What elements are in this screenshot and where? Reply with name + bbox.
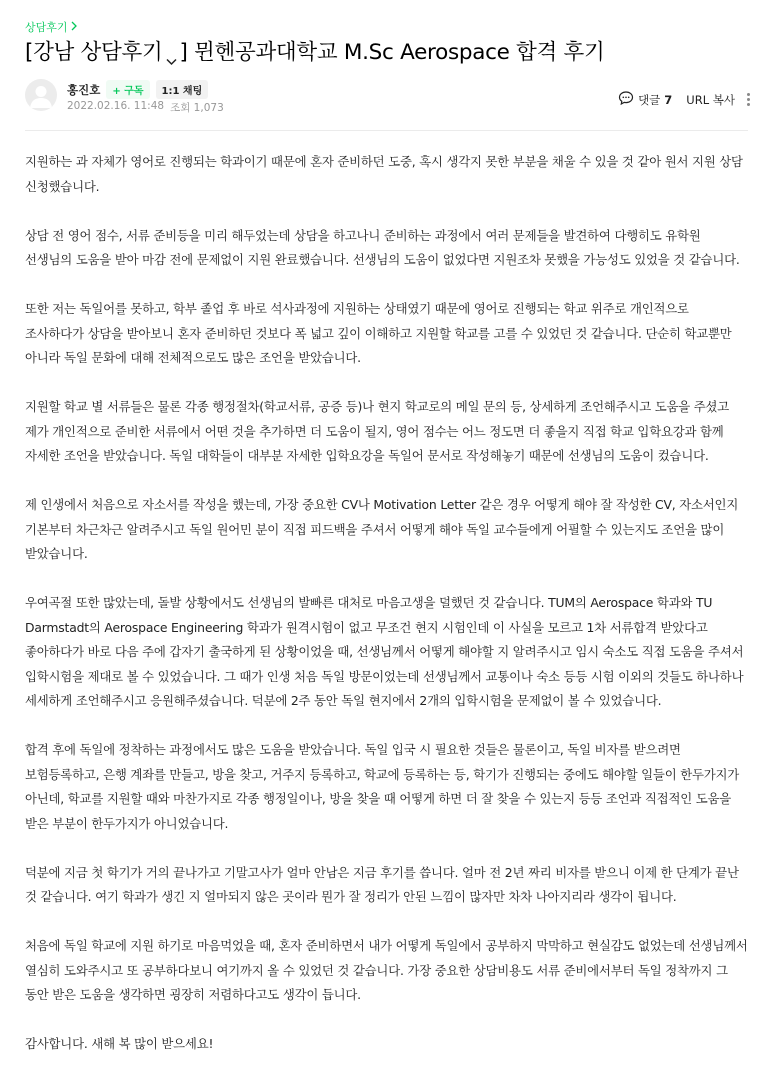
chevron-right-icon: [70, 21, 78, 34]
comment-count[interactable]: 7: [664, 92, 673, 107]
breadcrumb-label[interactable]: 상담후기: [25, 21, 68, 34]
paragraph: 또한 저는 독일어를 못하고, 학부 졸업 후 바로 석사과정에 지원하는 상태였기 때문에 영어로 진행되는 학교 위주로 개인적으로 조사하다가 상담을 받아보니 혼자 준비하던 것보다 폭 넓고 깊이 이해하고 지원할 학교를 고를 수 있었던 것 같습니다. 단순히 학교뿐만 아니라 독일 문화에 대해 전체적으로도 많은 조언을 받았습니다.: [25, 301, 732, 365]
comment-icon: [618, 90, 634, 109]
url-copy-button[interactable]: URL 복사: [686, 92, 735, 107]
chevron-down-icon[interactable]: [165, 47, 178, 60]
chat-button[interactable]: 1:1 채팅: [156, 80, 209, 99]
breadcrumb[interactable]: [25, 19, 78, 35]
paragraph: 감사합니다. 새해 복 많이 받으세요!: [25, 1036, 214, 1051]
user-silhouette-icon: [25, 79, 57, 111]
title-text: ] 뮌헨공과대학교 M.Sc Aerospace 합격 후기: [179, 40, 605, 65]
author-row: [67, 80, 208, 99]
category-selector[interactable]: [25, 38, 179, 68]
comment-label[interactable]: 댓글: [638, 92, 661, 107]
more-options-icon[interactable]: [745, 92, 751, 108]
post-date: 2022.02.16. 11:48: [67, 100, 165, 112]
subscribe-button[interactable]: + 구독: [106, 80, 149, 99]
view-count: 조회 1,073: [170, 102, 224, 114]
paragraph: 덕분에 지금 첫 학기가 거의 끝나가고 기말고사가 얼마 안남은 지금 후기를 씁니다. 얼마 전 2년 짜리 비자를 받으니 이제 한 단계가 끝난 것 같습니다. 여기 학과가 생긴 지 얼마되지 않은 곳이라 뭔가 잘 정리가 안된 느낌이 많자만 차차 나아지리라 생각이 됩니다.: [25, 864, 739, 904]
paragraph: 처음에 독일 학교에 지원 하기로 마음먹었을 때, 혼자 준비하면서 내가 어떻게 독일에서 공부하지 막막하고 현실감도 없었는데 선생님께서 열심히 도와주시고 또 공부하다보니 여기까지 올 수 있었던 것 같습니다. 가장 중요한 상담비용도 서류 준비에서부터 독일 정착까지 그 동안 받은 도움을 생각하면 굉장히 저렴하다고도 생각이 듭니다.: [25, 938, 748, 1002]
avatar[interactable]: [25, 79, 57, 111]
article-body: [25, 150, 751, 1081]
author-name[interactable]: 홍진호: [67, 82, 101, 97]
paragraph: 우여곡절 또한 많았는데, 돌발 상황에서도 선생님의 발빠른 대처로 마음고생을 덜했던 것 같습니다. TUM의 Aerospace 학과와 TU Darmstadt의 Aerospace Engineering 학과가 원격시험이 없고 무조건 현지 시험인데 이 사실을 모르고 1차 서류합격 받았다고 좋아하다가 바로 다음 주에 갑자기 출국하게 된 상황이었을 때, 선생님께서 어떻게 해야할 지 알려주시고 임시 숙소도 직접 도움을 주셔서 입학시험을 제대로 볼 수 있었습니다. 그 때가 인생 처음 독일 방문이었는데 선생님께서 교통이나 숙소 등등 시험 이외의 것들도 하나하나 세세하게 조언해주시고 응원해주셨습니다. 덕분에 2주 동안 독일 현지에서 2개의 입학시험을 문제없이 볼 수 있었습니다.: [25, 595, 744, 708]
comment-button[interactable]: [618, 90, 672, 109]
page-title: [25, 38, 604, 68]
paragraph: 지원할 학교 별 서류들은 물론 각종 행정절차(학교서류, 공증 등)나 현지 학교로의 메일 문의 등, 상세하게 조언해주시고 도움을 주셨고 제가 개인적으로 준비한 서류에서 어떤 것을 추가하면 더 도움이 될지, 영어 점수는 어느 정도면 더 좋을지 직접 학교 입학요강과 함께 자세한 조언을 받았습니다. 독일 대학들이 대부분 자세한 입학요강을 독일어 문서로 작성해놓기 때문에 선생님의 도움이 컸습니다.: [25, 399, 730, 463]
paragraph: 상담 전 영어 점수, 서류 준비등을 미리 해두었는데 상담을 하고나니 준비하는 과정에서 여러 문제들을 발견하여 다행히도 유학원 선생님의 도움을 받아 마감 전에 문제없이 지원 완료했습니다. 선생님의 도움이 없었다면 지원조차 못했을 가능성도 있었을 것 같습니다.: [25, 227, 740, 267]
paragraph: 합격 후에 독일에 정착하는 과정에서도 많은 도움을 받았습니다. 독일 입국 시 필요한 것들은 물론이고, 독일 비자를 받으려면 보험등록하고, 은행 계좌를 만들고, 방을 찾고, 거주지 등록하고, 학교에 등록하는 등, 학기가 진행되는 중에도 해야할 일들이 한두가지가 아닌데, 학교를 지원할 때와 마찬가지로 각종 행정일이나, 방을 찾을 때 어떻게 하면 더 잘 찾을 수 있는지 등등 조언과 직접적인 도움을 받은 부분이 한두가지가 아니었습니다.: [25, 742, 740, 831]
post-meta: [67, 100, 224, 115]
paragraph: 지원하는 과 자체가 영어로 진행되는 학과이기 때문에 혼자 준비하던 도중, 혹시 생각지 못한 부분을 채울 수 있을 것 같아 원서 지원 상담 신청했습니다.: [25, 154, 743, 194]
divider: [25, 130, 748, 131]
article-actions: [618, 90, 751, 109]
category-label[interactable]: [강남 상담후기: [25, 40, 163, 65]
paragraph: 제 인생에서 처음으로 자소서를 작성을 했는데, 가장 중요한 CV나 Motivation Letter 같은 경우 어떻게 해야 잘 작성한 CV, 자소서인지 기본부터 차근차근 알려주시고 독일 원어민 분이 직접 피드백을 주셔서 어떻게 해야 독일 교수들에게 어필할 수 있는지도 조언을 많이 받았습니다.: [25, 497, 739, 561]
